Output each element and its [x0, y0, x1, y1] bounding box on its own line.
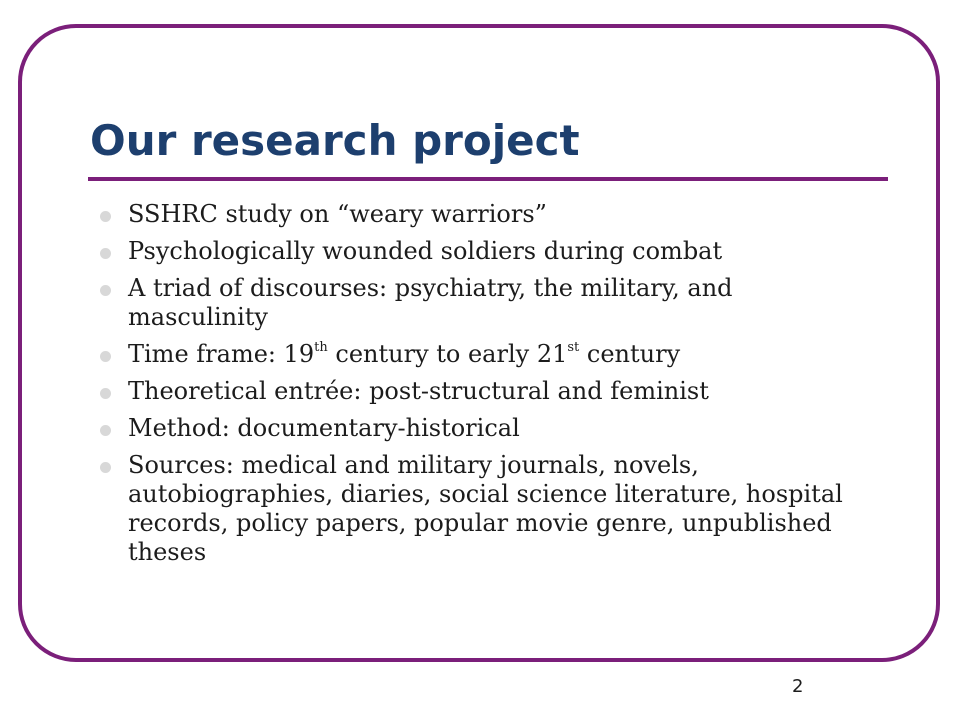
bullet-item [100, 200, 860, 229]
bullet-dot-icon [100, 285, 111, 296]
bullet-item [100, 377, 860, 406]
bullet-item [100, 451, 860, 567]
slide-title: Our research project [90, 116, 580, 165]
title-divider [88, 177, 888, 181]
bullet-text: Sources: medical and military journals, novels, autobiographies, diaries, social science literature, hospital records, policy papers, popular movie genre, unpublished theses [128, 451, 843, 566]
bullet-dot-icon [100, 388, 111, 399]
bullet-dot-icon [100, 351, 111, 362]
bullet-list [100, 200, 860, 575]
bullet-dot-icon [100, 425, 111, 436]
bullet-text-part: Time frame: 19 [128, 340, 315, 368]
slide-number: 2 [792, 676, 804, 697]
bullet-text: A triad of discourses: psychiatry, the military, and masculinity [128, 274, 733, 331]
bullet-dot-icon [100, 248, 111, 259]
bullet-text: Theoretical entrée: post-structural and feminist [128, 377, 709, 405]
bullet-item [100, 274, 860, 332]
bullet-item [100, 414, 860, 443]
bullet-superscript: th [314, 340, 328, 355]
bullet-text-part: century to early 21 [327, 340, 568, 368]
bullet-text: Psychologically wounded soldiers during combat [128, 237, 723, 265]
bullet-text: Method: documentary-historical [128, 414, 520, 442]
bullet-dot-icon [100, 211, 111, 222]
bullet-dot-icon [100, 462, 111, 473]
bullet-superscript: st [567, 340, 580, 355]
bullet-item [100, 237, 860, 266]
bullet-text: SSHRC study on “weary warriors” [128, 200, 547, 228]
bullet-item [100, 340, 860, 369]
bullet-text-part: century [579, 340, 681, 368]
